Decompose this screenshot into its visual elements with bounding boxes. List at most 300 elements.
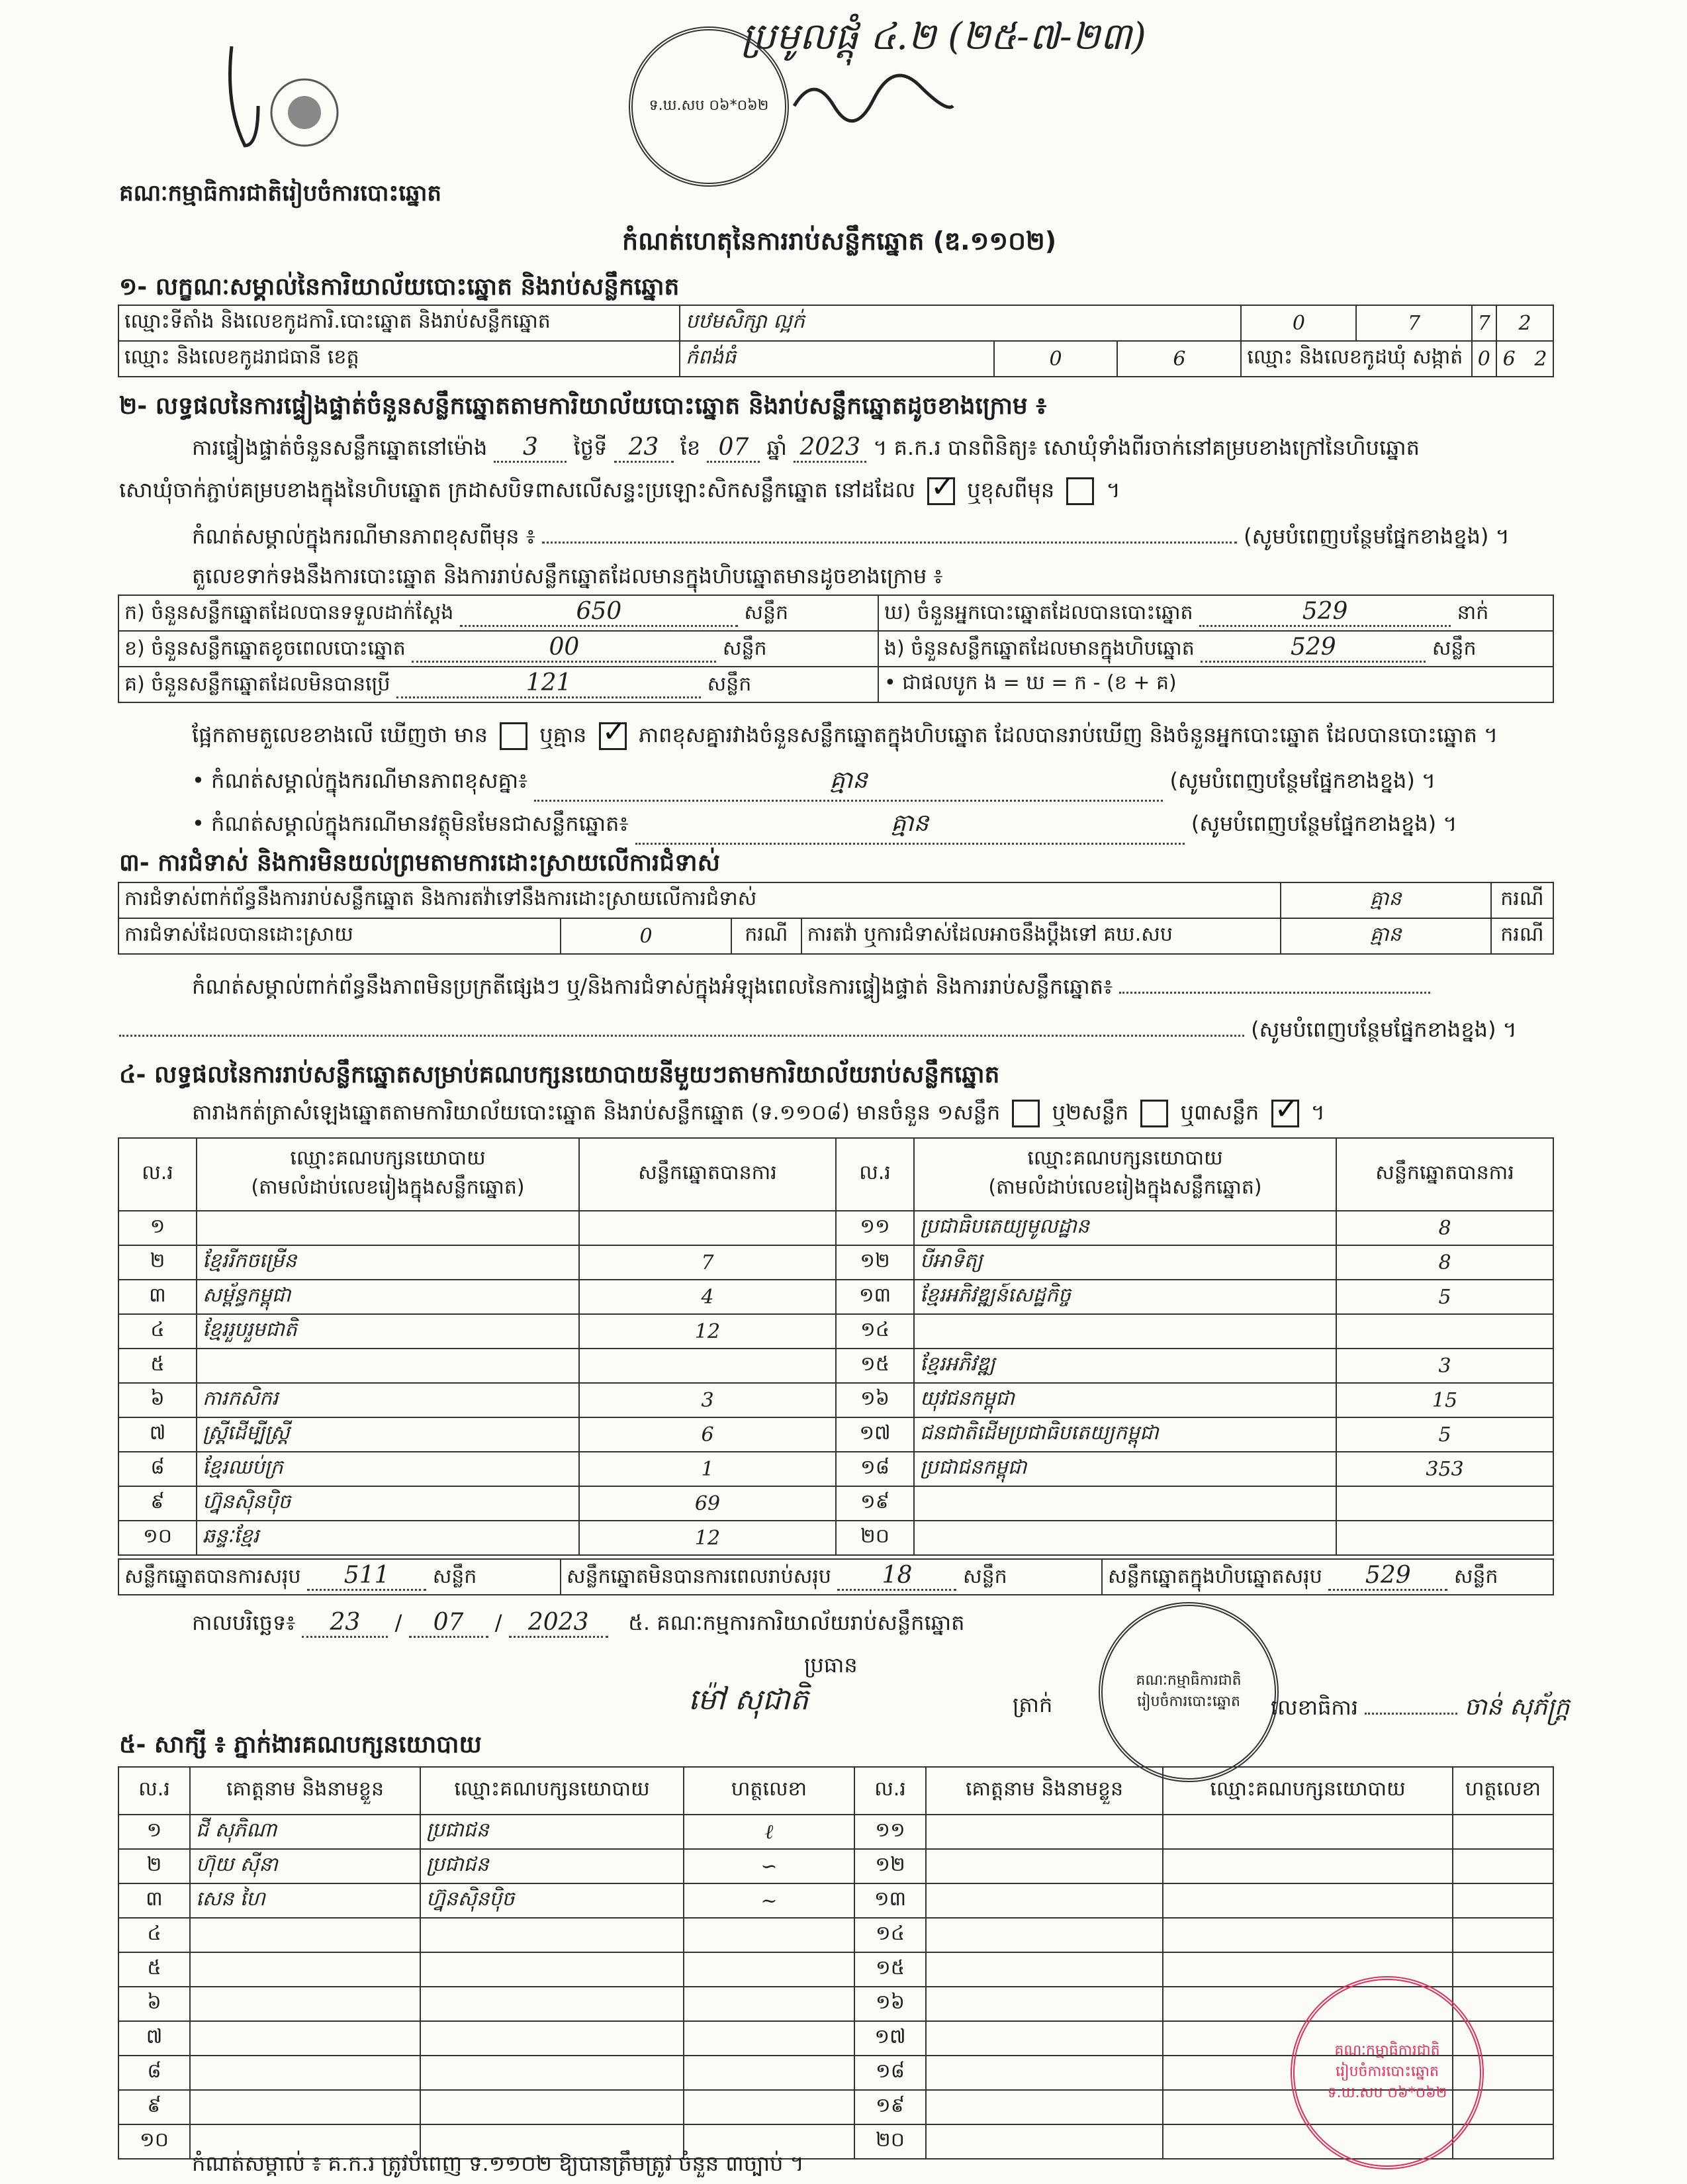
tally-3-checkbox[interactable]	[1271, 1100, 1299, 1127]
total-box-unit: សន្លឹក	[1453, 1564, 1498, 1588]
committee-stamp-text: គណៈកម្មាធិការជាតិរៀបចំការបោះឆ្នោត	[1136, 1672, 1242, 1710]
red-official-stamp	[1291, 1976, 1484, 2169]
figure-c-label: គ) ចំនួនសន្លឹកឆ្នោតដែលមិនបានប្រើ	[124, 672, 390, 696]
results-col-no-right: ល.រ	[836, 1138, 914, 1211]
top-stamp-text: ទ.ឃ.សប ០៦*០៦២	[649, 97, 769, 114]
result-votes: 69	[579, 1486, 836, 1521]
difference-note-line	[192, 523, 1510, 554]
result-party: ខ្មែរអភិវឌ្ឍន៍សេដ្ឋកិច្ច	[914, 1280, 1336, 1314]
result-votes: 6	[579, 1417, 836, 1452]
witness-no: ៨	[118, 2056, 190, 2090]
result-votes: 12	[579, 1521, 836, 1555]
witness-party: ហ្វ៊ុនស៊ិនប៉ិច	[420, 1883, 684, 1918]
witness-col-sign-right: ហត្ថលេខា	[1453, 1767, 1553, 1815]
witness-name[interactable]	[926, 2056, 1163, 2090]
committee-name: គណៈកម្មាធិការជាតិរៀបចំការបោះឆ្នោត	[119, 180, 442, 207]
figure-b-value: 00	[412, 634, 716, 663]
tally-text: តារាងកត់ត្រាសំឡេងឆ្នោតតាមការិយាល័យបោះឆ្នោត និងរាប់សន្លឹកឆ្នោត (ទ.១១០៨) មានចំនួន ១សន្លឹក	[192, 1100, 1001, 1125]
witness-name	[190, 1918, 420, 1952]
objection-row2-unit2: ករណី	[1491, 918, 1553, 954]
figure-a-value: 650	[460, 598, 738, 627]
objection-row2-label: ការជំទាស់ដែលបានដោះស្រាយ	[118, 918, 561, 954]
date-month: 07	[409, 1609, 488, 1638]
result-no: ១៤	[836, 1314, 914, 1349]
figure-a-unit: សន្លឹក	[744, 600, 789, 624]
total-valid	[118, 1559, 561, 1595]
result-party: ខ្មែរឈប់ក្រ	[197, 1452, 579, 1486]
secretary-dots	[1365, 1713, 1457, 1715]
date-year: 2023	[509, 1609, 608, 1638]
witness-name: ជី សុភិណា	[190, 1815, 420, 1849]
witness-name	[190, 1952, 420, 1987]
verify-month-label: ខែ	[680, 435, 701, 460]
unchanged-checkbox[interactable]	[927, 477, 955, 505]
compare-rest: ភាពខុសគ្នារវាងចំនួនសន្លឹកឆ្នោតក្នុងហិបឆ្នោត ដែលបានរាប់ឃើញ និងចំនួនអ្នកបោះឆ្នោត ដែលបានបោះឆ្នោត ។	[638, 722, 1498, 747]
irregularity-note-field[interactable]	[1119, 992, 1430, 994]
result-no: ៩	[118, 1486, 197, 1521]
witness-name[interactable]	[926, 2124, 1163, 2159]
witness-col-party-left: ឈ្មោះគណបក្សនយោបាយ	[420, 1767, 684, 1815]
witness-no: ១៦	[854, 1987, 926, 2021]
difference-note-label: កំណត់សម្គាល់ក្នុងករណីមានភាពខុសពីមុន ៖	[192, 524, 535, 549]
figure-e-label: ង) ចំនួនសន្លឹកឆ្នោតដែលមានក្នុងហិបឆ្នោត	[884, 636, 1195, 660]
result-party: បីអាទិត្យ	[914, 1245, 1336, 1280]
province-value: កំពង់ធំ	[680, 341, 994, 377]
witness-no: ២	[118, 1849, 190, 1883]
irregularity-note-label: កំណត់សម្គាល់ពាក់ព័ន្ធនឹងភាពមិនប្រក្រតីផ្សេងៗ ឬ/និងការជំទាស់ក្នុងអំឡុងពេលនៃការផ្ទៀងផ្ទាត់ និងការរាប់សន្លឹកឆ្នោត៖	[192, 974, 1113, 999]
result-votes: 7	[579, 1245, 836, 1280]
result-party: ប្រជាជនកម្ពុជា	[914, 1452, 1336, 1486]
result-no: ៥	[118, 1349, 197, 1383]
witness-no: ១៧	[854, 2021, 926, 2056]
witness-row	[118, 1815, 1553, 1849]
figures-table	[118, 594, 1554, 703]
result-party: ឆន្ទៈខ្មែរ	[197, 1521, 579, 1555]
witness-name: ហ៊ុយ ស៊ីនា	[190, 1849, 420, 1883]
witness-name[interactable]	[926, 1815, 1163, 1849]
result-party: ប្រជាធិបតេយ្យមូលដ្ឋាន	[914, 1211, 1336, 1245]
tally-3-label: ឬ៣សន្លឹក	[1180, 1100, 1259, 1125]
witness-no: ១៩	[854, 2090, 926, 2124]
witness-signature	[684, 2056, 854, 2090]
witness-no: ៦	[118, 1987, 190, 2021]
results-table	[118, 1137, 1554, 1556]
page-title: កំណត់ហេតុនៃការរាប់សន្លឹកឆ្នោត (ឌ.១១០២)	[622, 226, 1057, 256]
commune-code-12	[1496, 341, 1553, 377]
results-row	[118, 1521, 1553, 1555]
witness-name[interactable]	[926, 1883, 1163, 1918]
witness-col-name-right: គោត្តនាម និងនាមខ្លួន	[926, 1767, 1163, 1815]
witness-party	[420, 1952, 684, 1987]
invalid-note-hint: (សូមបំពេញបន្ថែមផ្នែកខាងខ្នង) ។	[1191, 811, 1457, 836]
verify-line1	[192, 434, 1420, 465]
figure-e	[878, 631, 1553, 667]
top-left-emblem	[218, 40, 351, 152]
results-col-votes-left: សន្លឹកឆ្នោតបានការ	[579, 1138, 836, 1211]
witness-no: ១៣	[854, 1883, 926, 1918]
witness-no: ១៥	[854, 1952, 926, 1987]
result-party	[197, 1349, 579, 1383]
witness-signature	[684, 1952, 854, 1987]
total-invalid-label: សន្លឹកឆ្នោតមិនបានការពេលរាប់សរុប	[567, 1564, 831, 1588]
results-col-votes-right: សន្លឹកឆ្នោតបានការ	[1336, 1138, 1553, 1211]
result-votes	[579, 1211, 836, 1245]
result-votes	[1336, 1521, 1553, 1555]
station-code-1: 7	[1356, 305, 1471, 341]
result-party	[914, 1521, 1336, 1555]
witness-name[interactable]	[926, 2021, 1163, 2056]
figure-e-value: 529	[1201, 634, 1426, 663]
result-votes: 8	[1336, 1211, 1553, 1245]
total-invalid	[561, 1559, 1102, 1595]
witness-no: ៤	[118, 1918, 190, 1952]
result-no: ១៥	[836, 1349, 914, 1383]
result-party: ការកសិករ	[197, 1383, 579, 1417]
witness-party	[420, 2090, 684, 2124]
witness-col-party-right: ឈ្មោះគណបក្សនយោបាយ	[1163, 1767, 1453, 1815]
figure-a	[118, 595, 878, 631]
witness-col-name-left: គោត្តនាម និងនាមខ្លួន	[190, 1767, 420, 1815]
province-code-1: 6	[1117, 341, 1241, 377]
figure-d-value: 529	[1199, 598, 1451, 627]
result-no: ២០	[836, 1521, 914, 1555]
figure-c-value: 121	[396, 669, 701, 698]
station-code-0: 0	[1241, 305, 1356, 341]
figure-formula: • ជាផលបូក ង = ឃ = ក - (ខ + គ)	[878, 667, 1553, 702]
objection-row1-label: ការជំទាស់ពាក់ព័ន្ធនឹងការរាប់សន្លឹកឆ្នោត និងការតវ៉ាទៅនឹងការដោះស្រាយលើការជំទាស់	[118, 882, 1281, 918]
station-code-2: 7	[1472, 305, 1497, 341]
result-no: ៨	[118, 1452, 197, 1486]
chair-title: ប្រធាន	[804, 1652, 858, 1678]
result-votes: 15	[1336, 1383, 1553, 1417]
witness-signature[interactable]	[1453, 1849, 1553, 1883]
results-row	[118, 1417, 1553, 1452]
results-col-party-right-title: ឈ្មោះគណបក្សនយោបាយ	[1027, 1147, 1223, 1170]
objection-row1-unit: ករណី	[1491, 882, 1553, 918]
verify-year: 2023	[794, 434, 866, 463]
date-day: 23	[302, 1609, 388, 1638]
result-votes: 5	[1336, 1280, 1553, 1314]
province-code-0: 0	[994, 341, 1118, 377]
witness-signature[interactable]	[1453, 1815, 1553, 1849]
red-stamp-title: គណៈកម្មាធិការជាតិរៀបចំការបោះឆ្នោត	[1334, 2042, 1440, 2080]
result-no: ១៦	[836, 1383, 914, 1417]
result-party	[914, 1314, 1336, 1349]
result-party: យុវជនកម្ពុជា	[914, 1383, 1336, 1417]
diff-note-line	[192, 765, 1436, 802]
results-col-party-left-title: ឈ្មោះគណបក្សនយោបាយ	[290, 1147, 486, 1170]
witness-row	[118, 1918, 1553, 1952]
secretary-label: លេខាធិការ	[1271, 1695, 1359, 1720]
witness-col-no-right: ល.រ	[854, 1767, 926, 1815]
result-no: ១០	[118, 1521, 197, 1555]
results-row	[118, 1349, 1553, 1383]
witness-col-no-left: ល.រ	[118, 1767, 190, 1815]
tally-2-label: ឬ២សន្លឹក	[1052, 1100, 1129, 1125]
section4-heading: ៤- លទ្ធផលនៃការរាប់សន្លឹកឆ្នោតសម្រាប់គណបក្សនយោបាយនីមួយៗតាមការិយាល័យរាប់សន្លឹកឆ្នោត	[119, 1061, 1000, 1088]
results-row	[118, 1314, 1553, 1349]
objection-row2-value2: គ្មាន	[1281, 918, 1491, 954]
top-signature	[788, 66, 960, 126]
witness-no: ១៤	[854, 1918, 926, 1952]
witness-signature[interactable]	[1453, 1883, 1553, 1918]
section2-heading: ២- លទ្ធផលនៃការផ្ទៀងផ្ទាត់ចំនួនសន្លឹកឆ្នោតតាមការិយាល័យបោះឆ្នោត និងរាប់សន្លឹកឆ្នោតដូចខាងក្រោម ៖	[119, 393, 1047, 420]
figure-b-label: ខ) ចំនួនសន្លឹកឆ្នោតខូចពេលបោះឆ្នោត	[124, 636, 406, 660]
witness-signature[interactable]	[1453, 2124, 1553, 2159]
witness-signature: ∽	[684, 1849, 854, 1883]
results-row	[118, 1211, 1553, 1245]
result-party: ជនជាតិដើមប្រជាធិបតេយ្យកម្ពុជា	[914, 1417, 1336, 1452]
total-valid-value: 511	[307, 1562, 426, 1591]
verify-year-label: ឆ្នាំ	[766, 435, 787, 460]
member-label: ត្រាក់	[1013, 1692, 1053, 1717]
verify-hour: 3	[494, 434, 567, 463]
total-box-label: សន្លឹកឆ្នោតក្នុងហិបឆ្នោតសរុប	[1108, 1564, 1322, 1588]
red-stamp-code: ទ.ឃ.សប ០៦*០៦២	[1327, 2085, 1447, 2101]
difference-yes-checkbox[interactable]	[500, 722, 527, 750]
witness-party[interactable]	[1163, 1883, 1453, 1918]
result-no: ២	[118, 1245, 197, 1280]
verify-hour-label: ការផ្ទៀងផ្ទាត់ចំនួនសន្លឹកឆ្នោតនៅម៉ោង	[192, 435, 488, 460]
objection-table	[118, 882, 1554, 955]
irregularity-note	[192, 973, 1430, 1004]
verify-month: 07	[707, 434, 760, 463]
diff-note-value: គ្មាន	[534, 765, 1163, 802]
figure-d-unit: នាក់	[1457, 600, 1489, 624]
difference-note-field[interactable]	[542, 542, 1237, 544]
results-col-party-left-sub: (តាមលំដាប់លេខរៀងក្នុងសន្លឹកឆ្នោត)	[251, 1176, 525, 1199]
result-party: ស្ត្រីដើម្បីស្ត្រី	[197, 1417, 579, 1452]
changed-checkbox[interactable]	[1066, 477, 1094, 505]
witness-signature	[684, 1918, 854, 1952]
tally-1-checkbox[interactable]	[1012, 1100, 1040, 1127]
witness-no: ៧	[118, 2021, 190, 2056]
witness-no: ១១	[854, 1815, 926, 1849]
compare-has-label: ផ្អែកតាមតួលេខខាងលើ ឃើញថា មាន	[192, 722, 488, 747]
compare-line	[192, 722, 1498, 753]
result-no: ៦	[118, 1383, 197, 1417]
result-no: ១១	[836, 1211, 914, 1245]
footer-note: កំណត់សម្គាល់ ៖ គ.ក.រ ត្រូវបំពេញ ទ.១១០២ ឱ្យបានត្រឹមត្រូវ ចំនួន ៣ច្បាប់ ។	[192, 2151, 804, 2176]
witness-name	[190, 2021, 420, 2056]
result-votes: 5	[1336, 1417, 1553, 1452]
witness-signature[interactable]	[1453, 1987, 1553, 2021]
witness-no: ៣	[118, 1883, 190, 1918]
counting-committee-label: ៥. គណៈកម្មការការិយាល័យរាប់សន្លឹកឆ្នោត	[628, 1610, 965, 1635]
witness-row	[118, 1952, 1553, 1987]
verify-day-label: ថ្ងៃទី	[573, 435, 608, 460]
result-votes: 4	[579, 1280, 836, 1314]
total-invalid-value: 18	[837, 1562, 956, 1591]
results-col-party-left	[197, 1138, 579, 1211]
result-votes	[579, 1349, 836, 1383]
witness-name[interactable]	[926, 2090, 1163, 2124]
result-party: ហ្វ៊ុនស៊ិនប៉ិច	[197, 1486, 579, 1521]
result-no: ១៩	[836, 1486, 914, 1521]
result-votes: 3	[579, 1383, 836, 1417]
province-label: ឈ្មោះ និងលេខកូដរាជធានី ខេត្ត	[118, 341, 680, 377]
figure-b	[118, 631, 878, 667]
figure-c-unit: សន្លឹក	[707, 672, 752, 696]
witness-name: សេន ហៃ	[190, 1883, 420, 1918]
result-votes: 12	[579, 1314, 836, 1349]
irregularity-note-hint: (សូមបំពេញបន្ថែមផ្នែកខាងខ្នង) ។	[1251, 1017, 1517, 1042]
result-no: ១	[118, 1211, 197, 1245]
date-line: កាលបរិច្ឆេទ៖ 23 / 07 / 2023 ៥. គណៈកម្មការការិយាល័យរាប់សន្លឹកឆ្នោត	[192, 1609, 964, 1640]
changed-label: ឬខុសពីមុន	[967, 477, 1055, 502]
result-party: ខ្មែររីកចម្រើន	[197, 1245, 579, 1280]
witness-signature	[684, 2090, 854, 2124]
date-label: កាលបរិច្ឆេទ៖	[192, 1610, 296, 1635]
tally-2-checkbox[interactable]	[1140, 1100, 1168, 1127]
result-votes	[1336, 1314, 1553, 1349]
total-box-value: 529	[1328, 1562, 1447, 1591]
section1-table	[118, 305, 1554, 377]
result-party	[197, 1211, 579, 1245]
witness-no: ១	[118, 1815, 190, 1849]
witness-signature	[684, 1987, 854, 2021]
results-col-no-left: ល.រ	[118, 1138, 197, 1211]
witness-party	[420, 2021, 684, 2056]
top-stamp	[629, 26, 789, 187]
witness-party[interactable]	[1163, 1849, 1453, 1883]
result-no: ៣	[118, 1280, 197, 1314]
witness-name[interactable]	[926, 1952, 1163, 1987]
total-box	[1102, 1559, 1553, 1595]
result-no: ១៧	[836, 1417, 914, 1452]
witness-name	[190, 1987, 420, 2021]
station-code-3: 2	[1496, 305, 1553, 341]
committee-stamp	[1099, 1602, 1279, 1782]
objection-row2-unit: ករណី	[731, 918, 801, 954]
result-party: ខ្មែររួបរួមជាតិ	[197, 1314, 579, 1349]
witness-signature: ~	[684, 1883, 854, 1918]
total-valid-unit: សន្លឹក	[432, 1564, 477, 1588]
results-row	[118, 1486, 1553, 1521]
results-row	[118, 1245, 1553, 1280]
verify-line2-text: សោឃុំចាក់ភ្ជាប់គម្របខាងក្នុងនៃហិបឆ្នោត ក្រដាសបិទពាសលើសន្ទះប្រឡោះសិកសន្លឹកឆ្នោត នៅដដែល	[119, 477, 915, 502]
figure-d-label: ឃ) ចំនួនអ្នកបោះឆ្នោតដែលបានបោះឆ្នោត	[884, 600, 1193, 624]
total-invalid-unit: សន្លឹក	[963, 1564, 1007, 1588]
figures-intro: តួលេខទាក់ទងនឹងការបោះឆ្នោត និងការរាប់សន្លឹកឆ្នោតដែលមានក្នុងហិបឆ្នោតមានដូចខាងក្រោម ៖	[192, 563, 943, 589]
difference-no-checkbox[interactable]	[599, 722, 627, 750]
witness-party[interactable]	[1163, 1918, 1453, 1952]
result-votes: 353	[1336, 1452, 1553, 1486]
section5-heading: ៥- សាក្សី ៖ ភ្នាក់ងារគណបក្សនយោបាយ	[119, 1731, 482, 1758]
witness-name[interactable]	[926, 1987, 1163, 2021]
red-stamp-text	[1321, 2041, 1453, 2105]
compare-none-label: ឬគ្មាន	[539, 722, 587, 747]
witness-no: ១០	[118, 2124, 190, 2159]
witness-name	[190, 2056, 420, 2090]
verify-line2: សោឃុំចាក់ភ្ជាប់គម្របខាងក្នុងនៃហិបឆ្នោត ក្រដាសបិទពាសលើសន្ទះប្រឡោះសិកសន្លឹកឆ្នោត នៅដដែល ✓ ឬខុសពីមុន ។	[119, 477, 1120, 508]
witness-row	[118, 1849, 1553, 1883]
witness-no: ១៨	[854, 2056, 926, 2090]
witness-party	[420, 2056, 684, 2090]
result-party: សម្ព័ន្ធកម្ពុជា	[197, 1280, 579, 1314]
witness-party: ប្រជាជន	[420, 1815, 684, 1849]
objection-row2-mid: ការតវ៉ា ឬការជំទាស់ដែលអាចនឹងប្តឹងទៅ គឃ.សប	[801, 918, 1281, 954]
diff-note-hint: (សូមបំពេញបន្ថែមផ្នែកខាងខ្នង) ។	[1169, 768, 1436, 793]
results-col-party-right-sub: (តាមលំដាប់លេខរៀងក្នុងសន្លឹកឆ្នោត)	[988, 1176, 1262, 1199]
difference-note-hint: (សូមបំពេញបន្ថែមផ្នែកខាងខ្នង) ។	[1244, 524, 1510, 549]
section1-heading: ១- លក្ខណៈសម្គាល់នៃការិយាល័យបោះឆ្នោត និងរាប់សន្លឹកឆ្នោត	[119, 273, 680, 301]
verify-day: 23	[614, 434, 674, 463]
commune-code-2: 2	[1534, 347, 1547, 371]
witness-row	[118, 1883, 1553, 1918]
tally-line: តារាងកត់ត្រាសំឡេងឆ្នោតតាមការិយាល័យបោះឆ្នោត និងរាប់សន្លឹកឆ្នោត (ទ.១១០៨) មានចំនួន ១សន្លឹក ឬ២សន្លឹក ឬ៣សន្លឹក ✓ ។	[192, 1099, 1325, 1130]
witness-party[interactable]	[1163, 1815, 1453, 1849]
verify-line1-rest: ។ គ.ក.រ បានពិនិត្យ៖ សោឃុំទាំងពីរចាក់នៅគម្របខាងក្រៅនៃហិបឆ្នោត	[873, 435, 1420, 460]
witness-col-sign-left: ហត្ថលេខា	[684, 1767, 854, 1815]
figure-c	[118, 667, 878, 702]
figure-e-unit: សន្លឹក	[1432, 636, 1477, 660]
result-no: ១៨	[836, 1452, 914, 1486]
secretary-line	[1271, 1691, 1570, 1727]
figure-a-label: ក) ចំនួនសន្លឹកឆ្នោតដែលបានទទួលដាក់ស្តែង	[124, 600, 454, 624]
result-no: ៧	[118, 1417, 197, 1452]
invalid-note-line	[192, 808, 1457, 845]
witness-signature[interactable]	[1453, 1918, 1553, 1952]
witness-no: ១២	[854, 1849, 926, 1883]
figure-b-unit: សន្លឹក	[722, 636, 767, 660]
result-party	[914, 1486, 1336, 1521]
witness-no: ៥	[118, 1952, 190, 1987]
commune-label: ឈ្មោះ និងលេខកូដឃុំ សង្កាត់	[1241, 341, 1471, 377]
result-votes: 1	[579, 1452, 836, 1486]
result-votes	[1336, 1486, 1553, 1521]
witness-signature	[684, 2021, 854, 2056]
objection-row2-value: 0	[561, 918, 731, 954]
totals-table	[118, 1558, 1554, 1595]
witness-party: ប្រជាជន	[420, 1849, 684, 1883]
result-party: ខ្មែរអភិវឌ្ឍ	[914, 1349, 1336, 1383]
witness-name[interactable]	[926, 1849, 1163, 1883]
commune-code-1: 6	[1502, 347, 1516, 371]
witness-party	[420, 1918, 684, 1952]
polling-station-label: ឈ្មោះទីតាំង និងលេខកូដការិ.បោះឆ្នោត និងរាប់សន្លឹកឆ្នោត	[118, 305, 680, 341]
result-no: ៤	[118, 1314, 197, 1349]
witness-no: ៩	[118, 2090, 190, 2124]
commune-code-0: 0	[1472, 341, 1497, 377]
total-valid-label: សន្លឹកឆ្នោតបានការសរុប	[124, 1564, 301, 1588]
results-col-party-right	[914, 1138, 1336, 1211]
polling-station-value: បឋមសិក្សា ល្អក់	[680, 305, 1241, 341]
witness-party	[420, 1987, 684, 2021]
diff-note-label: • កំណត់សម្គាល់ក្នុងករណីមានភាពខុសគ្នា៖	[192, 768, 528, 793]
result-no: ១២	[836, 1245, 914, 1280]
witness-signature: ℓ	[684, 1815, 854, 1849]
section3-heading: ៣- ការជំទាស់ និងការមិនយល់ព្រមតាមការដោះស្រាយលើការជំទាស់	[119, 849, 720, 877]
handwritten-top-note: ប្រមូលផ្តុំ ៤.២ (២៥-៧-២៣)	[741, 15, 1146, 58]
figure-d	[878, 595, 1553, 631]
irregularity-note-field2[interactable]	[119, 1035, 1244, 1037]
witness-no: ២០	[854, 2124, 926, 2159]
result-no: ១៣	[836, 1280, 914, 1314]
result-votes: 3	[1336, 1349, 1553, 1383]
results-row	[118, 1383, 1553, 1417]
secretary-signature: ចាន់ សុភ័ក្ត្រ	[1464, 1693, 1570, 1721]
results-row	[118, 1280, 1553, 1314]
witness-name	[190, 2090, 420, 2124]
invalid-note-value: គ្មាន	[635, 808, 1185, 845]
chair-signature: ម៉ៅ សុជាតិ	[688, 1683, 809, 1717]
witness-signature[interactable]	[1453, 1952, 1553, 1987]
results-row	[118, 1452, 1553, 1486]
result-votes: 8	[1336, 1245, 1553, 1280]
witness-name[interactable]	[926, 1918, 1163, 1952]
objection-row1-value: គ្មាន	[1281, 882, 1491, 918]
